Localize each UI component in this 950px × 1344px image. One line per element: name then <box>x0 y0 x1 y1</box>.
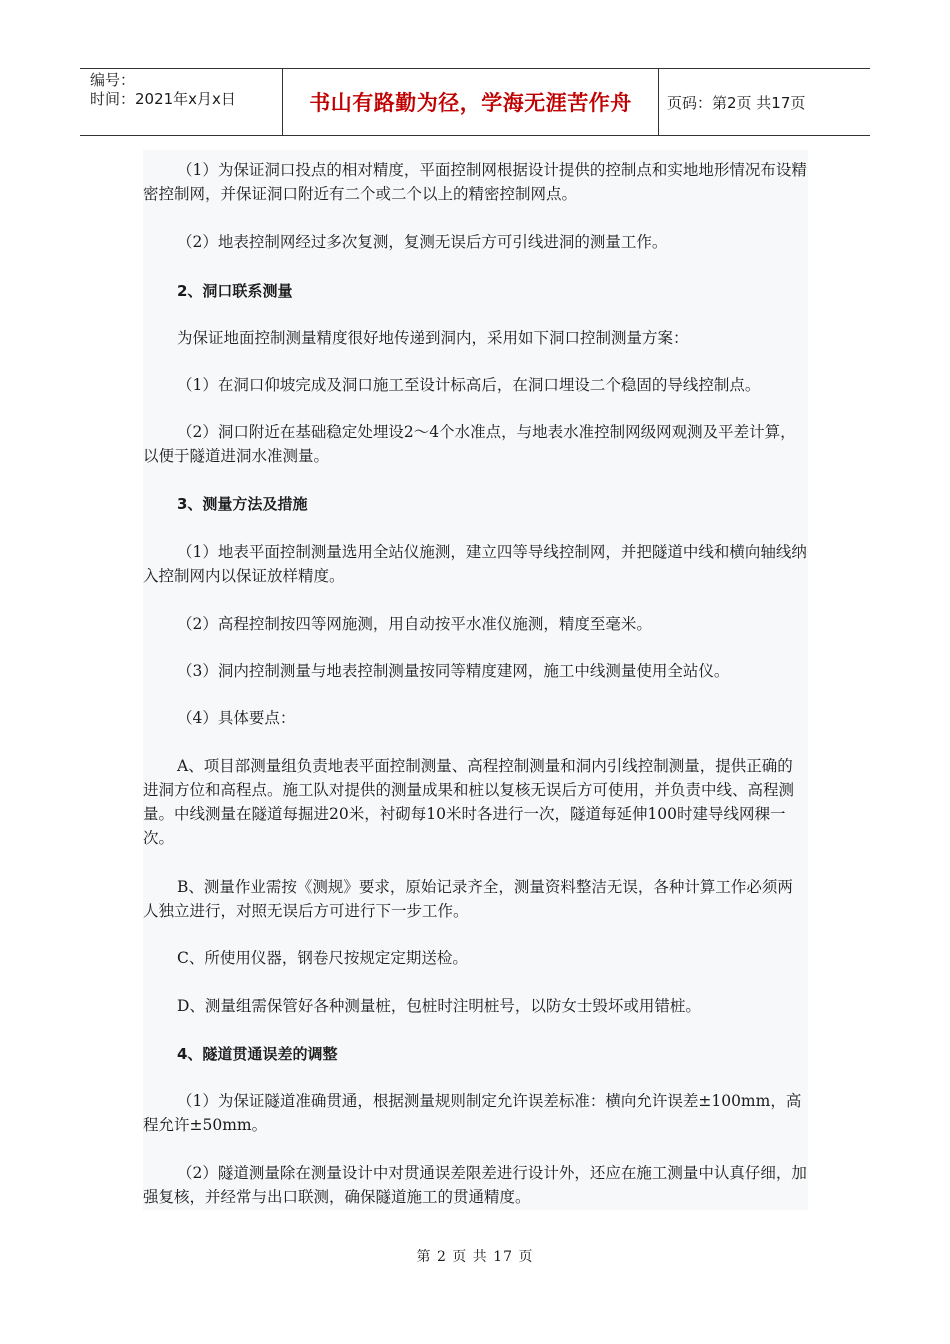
page-footer: 第 2 页 共 17 页 <box>416 1249 534 1265</box>
document-date: 时间：2021年x月x日 <box>90 90 236 108</box>
paragraph: （1）在洞口仰坡完成及洞口施工至设计标高后，在洞口埋设二个稳固的导线控制点。 <box>177 376 761 394</box>
paragraph: C、所使用仪器，钢卷尺按规定定期送检。 <box>177 949 468 967</box>
paragraph: （2）高程控制按四等网施测，用自动按平水准仪施测，精度至毫米。 <box>177 615 652 633</box>
section-heading: 4、隧道贯通误差的调整 <box>177 1045 338 1063</box>
paragraph: A、项目部测量组负责地表平面控制测量、高程控制测量和洞内引线控制测量，提供正确的进洞方位和高程点。施工队对提供的测量成果和桩以复核无误后方可使用，并负责中线、高程测量。中线测量在隧道每掘进20米，衬砌每10米时各进行一次，隧道每延伸100时建导线网稞一次。 <box>143 757 795 847</box>
paragraph: （1）为保证隧道准确贯通，根据测量规则制定允许误差标准：横向允许误差±100mm，高程允许±50mm。 <box>143 1092 802 1134</box>
document-number: 编号： <box>90 71 136 89</box>
paragraph: B、测量作业需按《测规》要求，原始记录齐全，测量资料整洁无误，各种计算工作必须两人独立进行，对照无误后方可进行下一步工作。 <box>143 878 793 920</box>
paragraph: （3）洞内控制测量与地表控制测量按同等精度建网，施工中线测量使用全站仪。 <box>177 662 730 680</box>
paragraph: （4）具体要点： <box>177 709 296 727</box>
paragraph: （2）隧道测量除在测量设计中对贯通误差限差进行设计外，还应在施工测量中认真仔细，加强复核，并经常与出口联测，确保隧道施工的贯通精度。 <box>143 1164 807 1206</box>
paragraph: （1）地表平面控制测量选用全站仪施测，建立四等导线控制网，并把隧道中线和横向轴线纳入控制网内以保证放样精度。 <box>143 543 807 585</box>
header-page-number: 页码：第2页 共17页 <box>667 93 806 112</box>
header-motto: 书山有路勤为径，学海无涯苦作舟 <box>283 69 659 135</box>
header-meta <box>80 69 283 135</box>
paragraph: （1）为保证洞口投点的相对精度，平面控制网根据设计提供的控制点和实地地形情况布设精密控制网，并保证洞口附近有二个或二个以上的精密控制网点。 <box>143 161 807 203</box>
section-heading: 3、测量方法及措施 <box>177 495 308 513</box>
section-heading: 2、洞口联系测量 <box>177 282 293 300</box>
paragraph: 为保证地面控制测量精度很好地传递到洞内，采用如下洞口控制测量方案： <box>177 329 689 347</box>
paragraph: （2）地表控制网经过多次复测，复测无误后方可引线进洞的测量工作。 <box>177 233 668 251</box>
paragraph: D、测量组需保管好各种测量桩，包桩时注明桩号，以防女士毁坏或用错桩。 <box>177 997 701 1015</box>
page-header <box>80 68 870 136</box>
paragraph: （2）洞口附近在基础稳定处埋设2～4个水准点，与地表水准控制网级网观测及平差计算，以便于隧道进洞水准测量。 <box>143 423 796 465</box>
